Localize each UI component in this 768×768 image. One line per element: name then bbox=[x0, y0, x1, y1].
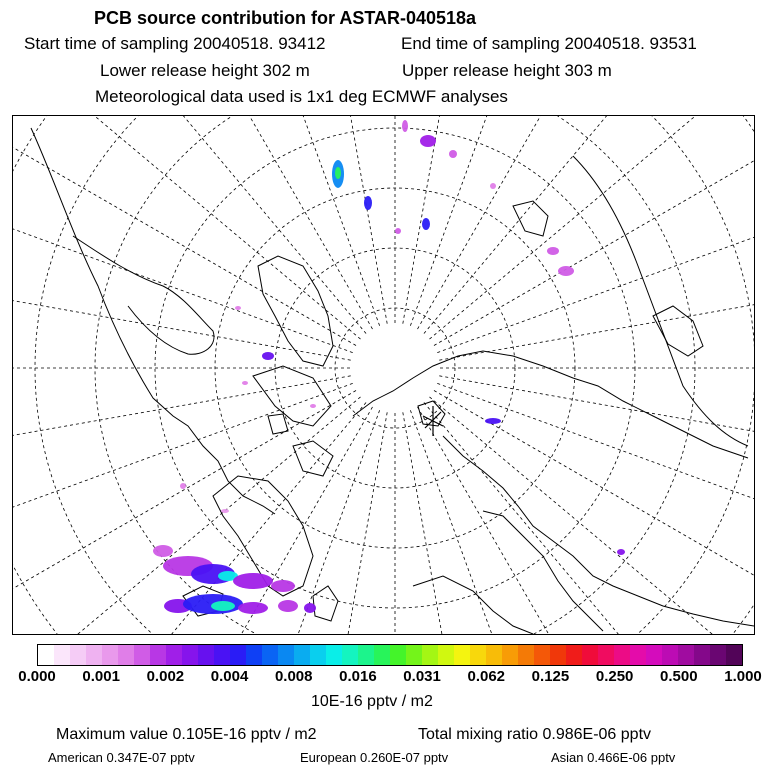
color-swatch bbox=[662, 645, 678, 665]
color-swatch bbox=[326, 645, 342, 665]
plume-patch bbox=[490, 183, 496, 189]
meridian-line bbox=[434, 116, 754, 346]
color-swatch bbox=[278, 645, 294, 665]
color-scale-tick-label: 0.004 bbox=[210, 668, 249, 685]
plume-patch bbox=[153, 545, 173, 557]
coastline-scandinavia bbox=[483, 511, 603, 631]
european-contribution-label: European 0.260E-07 pptv bbox=[300, 750, 449, 765]
color-swatch bbox=[374, 645, 390, 665]
color-swatch bbox=[214, 645, 230, 665]
polar-map bbox=[12, 115, 755, 635]
color-swatch bbox=[182, 645, 198, 665]
plume-patch bbox=[211, 601, 235, 611]
color-swatch bbox=[694, 645, 710, 665]
meridian-line bbox=[13, 116, 356, 346]
color-scale-tick-label: 0.000 bbox=[18, 668, 56, 685]
start-time-label: Start time of sampling 20040518. 93412 bbox=[24, 34, 326, 53]
plume-patch bbox=[420, 135, 436, 147]
parallel-line bbox=[35, 116, 754, 634]
plume-patch bbox=[449, 150, 457, 158]
color-swatch bbox=[566, 645, 582, 665]
map-title: PCB source contribution for ASTAR-040518a bbox=[94, 8, 477, 28]
plume-patch bbox=[278, 600, 298, 612]
plume-patch bbox=[364, 196, 372, 210]
plume-patch bbox=[310, 404, 316, 408]
color-swatch bbox=[614, 645, 630, 665]
meridian-line bbox=[434, 391, 754, 635]
color-swatch bbox=[102, 645, 118, 665]
color-swatch bbox=[406, 645, 422, 665]
color-swatch bbox=[246, 645, 262, 665]
meridian-line bbox=[429, 116, 754, 339]
plume-patch bbox=[395, 228, 401, 234]
meridian-line bbox=[439, 212, 754, 360]
meridian-line bbox=[424, 116, 754, 334]
meridian-line bbox=[13, 212, 351, 360]
color-scale-tick-label: 0.016 bbox=[339, 668, 377, 685]
color-swatch bbox=[438, 645, 454, 665]
color-swatch bbox=[390, 645, 406, 665]
end-time-label: End time of sampling 20040518. 93531 bbox=[401, 34, 697, 53]
color-swatch bbox=[726, 645, 742, 665]
color-swatch bbox=[678, 645, 694, 665]
pcb-plume bbox=[153, 120, 625, 614]
color-scale-units: 10E-16 pptv / m2 bbox=[311, 693, 433, 710]
plume-patch bbox=[235, 306, 241, 310]
color-swatch bbox=[454, 645, 470, 665]
met-data-label: Meteorological data used is 1x1 deg ECMWF analyses bbox=[95, 87, 508, 106]
coastline-japan bbox=[653, 306, 703, 356]
color-swatch bbox=[54, 645, 70, 665]
color-swatch bbox=[710, 645, 726, 665]
meridian-line bbox=[13, 116, 361, 339]
plume-patch bbox=[271, 580, 295, 592]
plume-patch bbox=[180, 483, 186, 489]
meridian-line bbox=[13, 376, 351, 524]
color-swatch bbox=[422, 645, 438, 665]
color-scale-tick-label: 0.125 bbox=[531, 668, 570, 685]
color-swatch bbox=[582, 645, 598, 665]
meridian-line bbox=[437, 116, 754, 353]
total-mixing-ratio-label: Total mixing ratio 0.986E-06 pptv bbox=[418, 726, 652, 743]
coastline-hudson-bay bbox=[73, 236, 214, 354]
parallel-line bbox=[13, 116, 754, 634]
color-swatch bbox=[150, 645, 166, 665]
color-swatch bbox=[470, 645, 486, 665]
asian-contribution-label: Asian 0.466E-06 pptv bbox=[551, 750, 676, 765]
color-scale-tick-label: 0.062 bbox=[467, 668, 506, 685]
release-site-marker bbox=[423, 406, 443, 436]
meridian-line bbox=[424, 402, 754, 634]
coastline-arctic-islands bbox=[253, 366, 333, 476]
color-scale-bar bbox=[37, 644, 743, 666]
color-swatch bbox=[534, 645, 550, 665]
graticule bbox=[13, 116, 754, 634]
color-swatch bbox=[262, 645, 278, 665]
color-scale-tick-label: 0.031 bbox=[403, 668, 441, 685]
color-swatch bbox=[134, 645, 150, 665]
meridian-line bbox=[87, 116, 379, 326]
color-swatch bbox=[86, 645, 102, 665]
coastline-siberia bbox=[353, 351, 748, 458]
color-swatch bbox=[502, 645, 518, 665]
color-swatch bbox=[118, 645, 134, 665]
color-scale-ticks bbox=[0, 668, 768, 690]
color-swatch bbox=[646, 645, 662, 665]
meridian-line bbox=[13, 116, 353, 353]
meridian-line bbox=[439, 376, 754, 524]
color-swatch bbox=[230, 645, 246, 665]
color-swatch bbox=[38, 645, 54, 665]
color-swatch bbox=[198, 645, 214, 665]
meridian-line bbox=[239, 116, 387, 324]
color-swatch bbox=[70, 645, 86, 665]
plume-patch bbox=[402, 120, 408, 132]
color-swatch bbox=[310, 645, 326, 665]
meridian-line bbox=[410, 116, 702, 326]
color-swatch bbox=[518, 645, 534, 665]
color-swatch bbox=[358, 645, 374, 665]
color-swatch bbox=[294, 645, 310, 665]
coastline-british-isles bbox=[313, 586, 338, 621]
color-scale-tick-label: 0.008 bbox=[274, 668, 313, 685]
parallel-line bbox=[335, 308, 455, 428]
coastline-kamchatka bbox=[513, 201, 548, 236]
plume-patch bbox=[335, 167, 341, 179]
plume-patch bbox=[242, 381, 248, 385]
color-scale-tick-label: 0.001 bbox=[82, 668, 120, 685]
meridian-line bbox=[13, 116, 366, 334]
plume-patch bbox=[617, 549, 625, 555]
color-swatch bbox=[486, 645, 502, 665]
plume-patch bbox=[262, 352, 274, 360]
upper-height-label: Upper release height 303 m bbox=[402, 61, 612, 80]
plume-patch bbox=[304, 603, 316, 613]
color-scale-tick-label: 0.002 bbox=[146, 668, 185, 685]
color-swatch bbox=[598, 645, 614, 665]
color-swatch bbox=[166, 645, 182, 665]
meridian-line bbox=[437, 383, 754, 634]
coastline-russia-north bbox=[443, 436, 754, 626]
meridian-line bbox=[410, 410, 702, 634]
color-swatch bbox=[550, 645, 566, 665]
plume-patch bbox=[221, 509, 229, 513]
plume-patch bbox=[233, 573, 273, 589]
coastlines bbox=[31, 128, 754, 634]
coastline-europe-south bbox=[413, 576, 533, 634]
meridian-line bbox=[13, 397, 361, 634]
color-scale-tick-label: 0.500 bbox=[660, 668, 698, 685]
meridian-line bbox=[13, 116, 373, 329]
maximum-value-label: Maximum value 0.105E-16 pptv / m2 bbox=[56, 726, 317, 743]
american-contribution-label: American 0.347E-07 pptv bbox=[48, 750, 195, 765]
color-scale-tick-label: 0.250 bbox=[595, 668, 634, 685]
lower-height-label: Lower release height 302 m bbox=[100, 61, 310, 80]
plume-patch bbox=[422, 218, 430, 230]
coastline-pacific-east bbox=[573, 156, 748, 446]
plume-patch bbox=[238, 602, 268, 614]
parallel-line bbox=[13, 116, 754, 634]
color-scale-tick-label: 1.000 bbox=[724, 668, 762, 685]
color-swatch bbox=[630, 645, 646, 665]
meridian-line bbox=[429, 397, 754, 634]
color-swatch bbox=[342, 645, 358, 665]
plume-patch bbox=[547, 247, 559, 255]
plume-patch bbox=[485, 418, 501, 424]
plume-patch bbox=[558, 266, 574, 276]
